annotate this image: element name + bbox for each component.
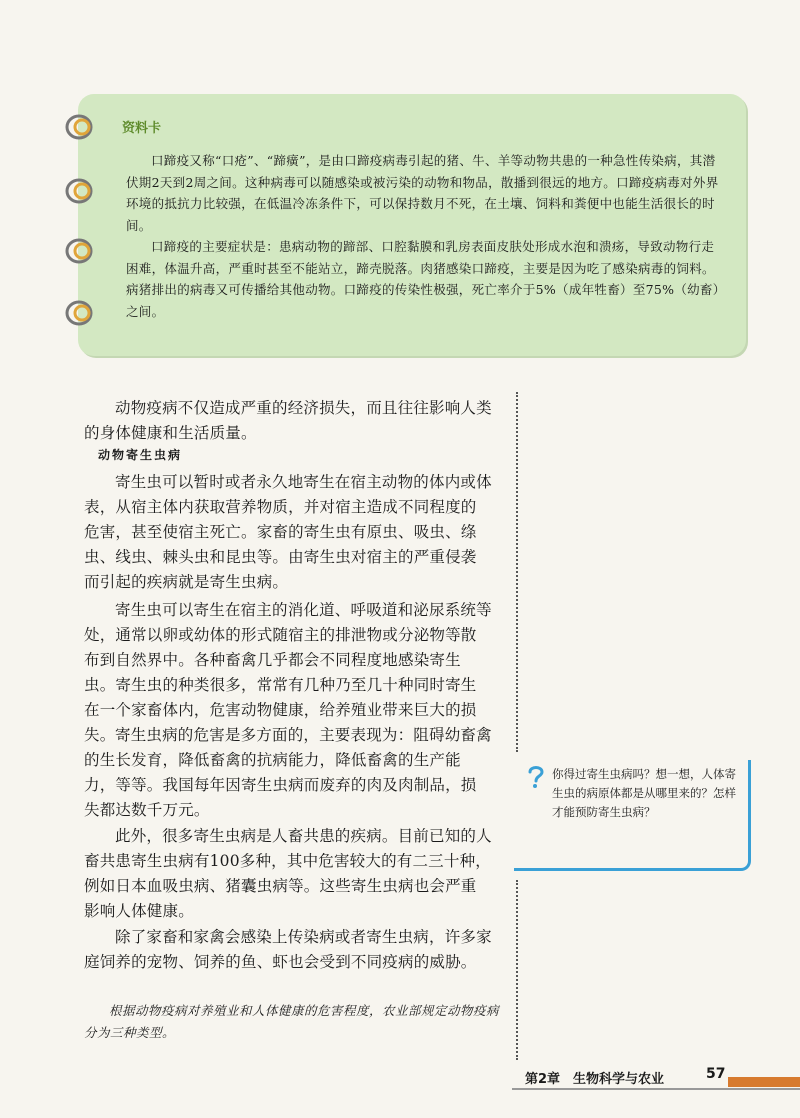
chapter-label: 第2章 生物科学与农业 (525, 1072, 665, 1087)
ring-binder-icon (64, 112, 98, 142)
page-number: 57 (706, 1066, 726, 1082)
body-paragraph: 寄生虫可以寄生在宿主的消化道、呼吸道和泌尿系统等处，通常以卵或幼体的形式随宿主的排泄物或分泌物等散布到自然界中。各种畜禽几乎都会不同程度地感染寄生虫。寄生虫的种类很多，常常有几种乃至几十种同时寄生在一个家畜体内，危害动物健康，给养殖业带来巨大的损失。 (84, 601, 492, 744)
dotted-divider (516, 392, 518, 752)
sidebar-question: 你得过寄生虫病吗？想一想，人体寄生虫的病原体都是从哪里来的？怎样才能预防寄生虫病？ (552, 767, 736, 819)
card-paragraph: 口蹄疫又称“口疮”、“蹄癀”，是由口蹄疫病毒引起的猪、牛、羊等动物共患的一种急性传染病，其潜伏期2天到2周之间。这种病毒可以随感染或被污染的动物和物品，散播到很远的地方。口蹄疫病毒对外界环境的抵抗力比较强，在低温冷冻条件下，可以保持数月不死，在土壤、饲料和粪便中也能生活很长的时间。 (126, 153, 719, 233)
ring-binder-icon (64, 176, 98, 206)
body-paragraph: 除了家畜和家禽会感染上传染病或者寄生虫病，许多家庭饲养的宠物、饲养的鱼、虾也会受到不同疫病的威胁。 (84, 928, 492, 971)
card-paragraph: 口蹄疫的主要症状是：患病动物的蹄部、口腔黏膜和乳房表面皮肤处形成水泡和溃疡，导致动物行走困难，体温升高，严重时甚至不能站立，蹄壳脱落。肉猪感染口蹄疫，主要是因为吃了感染病毒的饲料。病猪排出的病毒又可传播给其他动物。口蹄疫的传染性极强，死亡率介于5%（成年牲畜）至75%（幼畜）之间。 (126, 239, 726, 319)
italic-note: 根据动物疫病对养殖业和人体健康的危害程度，农业部规定动物疫病分为三种类型。 (84, 1003, 500, 1040)
card-title: 资料卡 (122, 121, 162, 136)
ring-binder-icon (64, 236, 98, 266)
section-subhead: 动物寄生虫病 (98, 448, 183, 462)
intro-paragraph: 动物疫病不仅造成严重的经济损失，而且往往影响人类的身体健康和生活质量。 (84, 399, 492, 442)
question-mark-icon (524, 764, 548, 790)
footer-line (512, 1088, 800, 1090)
dotted-divider (516, 880, 518, 1060)
body-paragraph: 寄生虫可以暂时或者永久地寄生在宿主动物的体内或体表，从宿主体内获取营养物质，并对宿主造成不同程度的危害，甚至使宿主死亡。家畜的寄生虫有原虫、吸虫、绦虫、线虫、棘头虫和昆虫等。由寄生虫对宿主的严重侵袭而引起的疾病就是寄生虫病。 (84, 473, 492, 591)
ring-binder-icon (64, 298, 98, 328)
footer-accent-bar (728, 1077, 800, 1087)
body-paragraph: 此外，很多寄生虫病是人畜共患的疾病。目前已知的人畜共患寄生虫病有100多种，其中危害较大的有二三十种，例如日本血吸虫病、猪囊虫病等。这些寄生虫病也会严重影响人体健康。 (84, 827, 492, 920)
body-paragraph: 寄生虫病的危害是多方面的，主要表现为：阻碍幼畜禽的生长发育，降低畜禽的抗病能力，降低畜禽的生产能力，等等。我国每年因寄生虫病而废弃的肉及肉制品，损失都达数千万元。 (84, 726, 492, 819)
